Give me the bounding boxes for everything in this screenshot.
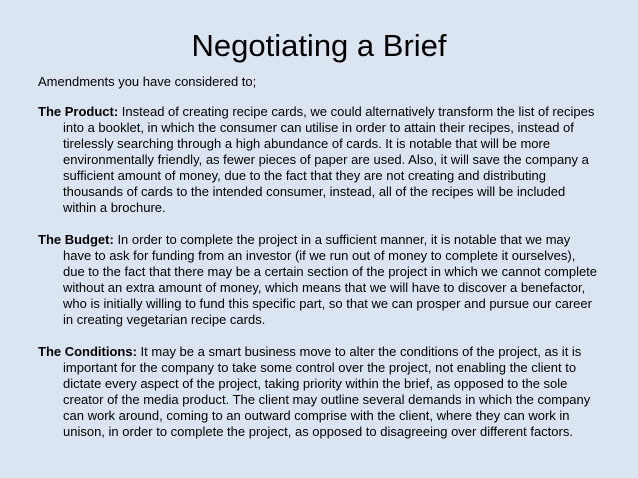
budget-label: The Budget: xyxy=(38,232,114,247)
conditions-label: The Conditions: xyxy=(38,344,137,359)
product-paragraph xyxy=(38,104,598,216)
slide-body xyxy=(38,74,598,456)
product-label: The Product: xyxy=(38,104,119,119)
product-text: Instead of creating recipe cards, we could alternatively transform the list of recipes into a booklet, in which the consumer can utilise in order to attain their recipes, instead of tirelessly searching through a high abundance of cards. It is notable that will be more environmentally friendly, as fewer pieces of paper are used. Also, it will save the company a sufficient amount of money, due to the fact that they are not creating and distributing thousands of cards to the intended consumer, instead, all of the recipes will be included within a brochure. xyxy=(63,104,595,215)
conditions-paragraph xyxy=(38,344,598,440)
budget-text: In order to complete the project in a sufficient manner, it is notable that we may have to ask for funding from an investor (if we run out of money to complete it ourselves), due to the fact that there may be a certain section of the project in which we cannot complete without an extra amount of money, which means that we will have to discover a benefactor, who is initially willing to fund this specific part, so that we can prosper and pursue our career in creating vegetarian recipe cards. xyxy=(63,232,598,327)
intro-text: Amendments you have considered to; xyxy=(38,74,257,89)
conditions-text: It may be a smart business move to alter the conditions of the project, as it is important for the company to take some control over the project, not enabling the client to dictate every aspect of the project, taking priority within the brief, as opposed to the sole creator of the media product. The client may outline several demands in which the company can work around, coming to an outward comprise with the client, where they can work in unison, in order to complete the project, as opposed to disagreeing over different factors. xyxy=(63,344,591,439)
budget-paragraph xyxy=(38,232,598,328)
slide-title: Negotiating a Brief xyxy=(191,28,447,63)
